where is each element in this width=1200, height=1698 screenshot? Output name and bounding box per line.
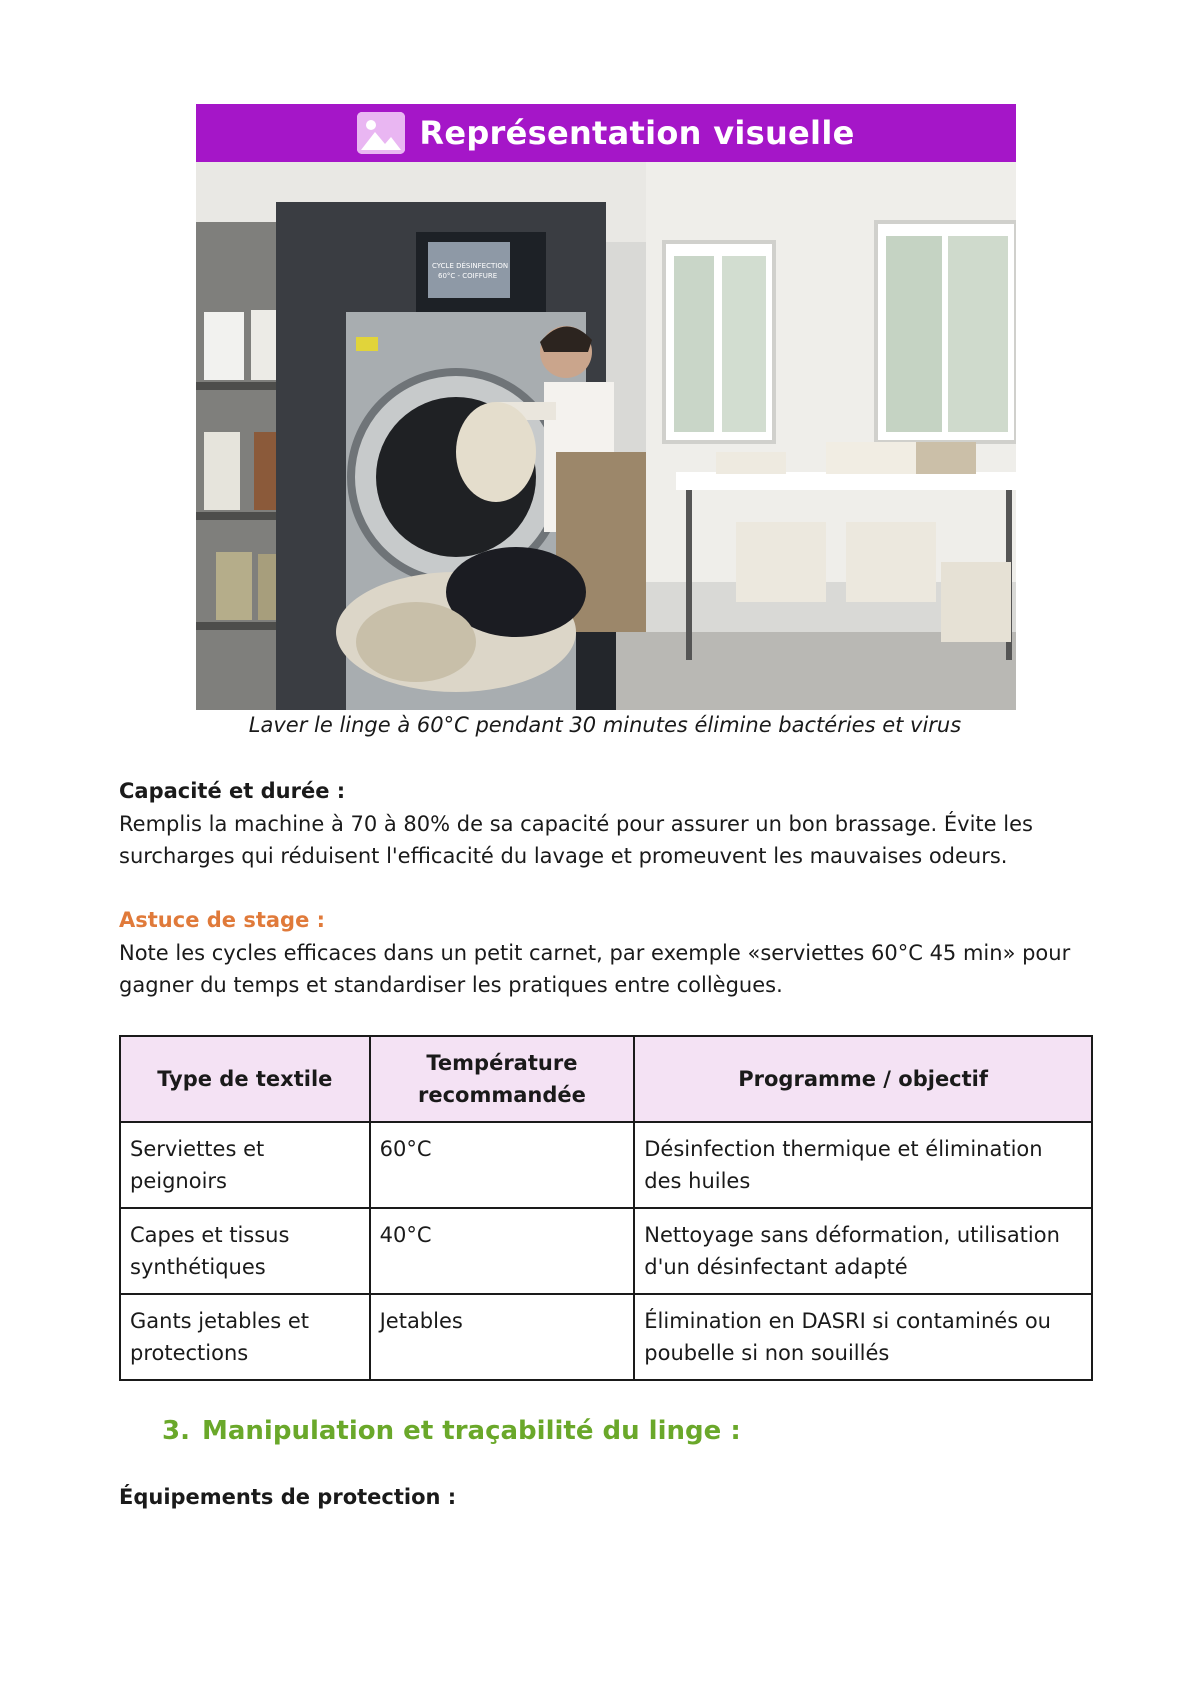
machine-screen-subtext: 60°C - COIFFURE: [438, 272, 498, 280]
header-program: Programme / objectif: [634, 1036, 1092, 1122]
machine-screen-text: CYCLE DÉSINFECTION: [432, 262, 509, 270]
header-textile-type: Type de textile: [120, 1036, 370, 1122]
section-number: 3.: [162, 1416, 190, 1446]
cell-program: Désinfection thermique et élimination des huiles: [634, 1122, 1092, 1208]
visual-title: Représentation visuelle: [419, 114, 855, 152]
cell-textile-type: Capes et tissus synthétiques: [120, 1208, 370, 1294]
header-temperature: Température recommandée: [370, 1036, 635, 1122]
textile-table: [119, 1035, 1093, 1381]
protection-label: Équipements de protection :: [119, 1485, 457, 1509]
cell-temperature: 60°C: [370, 1122, 635, 1208]
table-row: [120, 1208, 1092, 1294]
table-row: [120, 1294, 1092, 1380]
cell-program: Nettoyage sans déformation, utilisation d'un désinfectant adapté: [634, 1208, 1092, 1294]
table-row: [120, 1122, 1092, 1208]
visual-representation-block: [196, 104, 1016, 710]
image-caption: Laver le linge à 60°C pendant 30 minutes élimine bactéries et virus: [248, 713, 962, 737]
cell-textile-type: Gants jetables et protections: [120, 1294, 370, 1380]
section-heading: [162, 1416, 741, 1446]
section-title: Manipulation et traçabilité du linge :: [202, 1416, 741, 1446]
tip-label: Astuce de stage :: [119, 908, 326, 932]
image-icon: [357, 112, 405, 154]
table-header-row: [120, 1036, 1092, 1122]
cell-textile-type: Serviettes et peignoirs: [120, 1122, 370, 1208]
capacity-text: Remplis la machine à 70 à 80% de sa capacité pour assurer un bon brassage. Évite les surcharges qui réduisent l'efficacité du lavage et promeuvent les mauvaises odeurs.: [119, 812, 1033, 868]
cell-temperature: 40°C: [370, 1208, 635, 1294]
tip-text: Note les cycles efficaces dans un petit carnet, par exemple «serviettes 60°C 45 min» pour gagner du temps et standardiser les pratiques entre collègues.: [119, 941, 1071, 997]
capacity-label: Capacité et durée :: [119, 779, 346, 803]
visual-banner: [196, 104, 1016, 162]
cell-temperature: Jetables: [370, 1294, 635, 1380]
cell-program: Élimination en DASRI si contaminés ou poubelle si non souillés: [634, 1294, 1092, 1380]
laundry-photo: [196, 162, 1016, 710]
